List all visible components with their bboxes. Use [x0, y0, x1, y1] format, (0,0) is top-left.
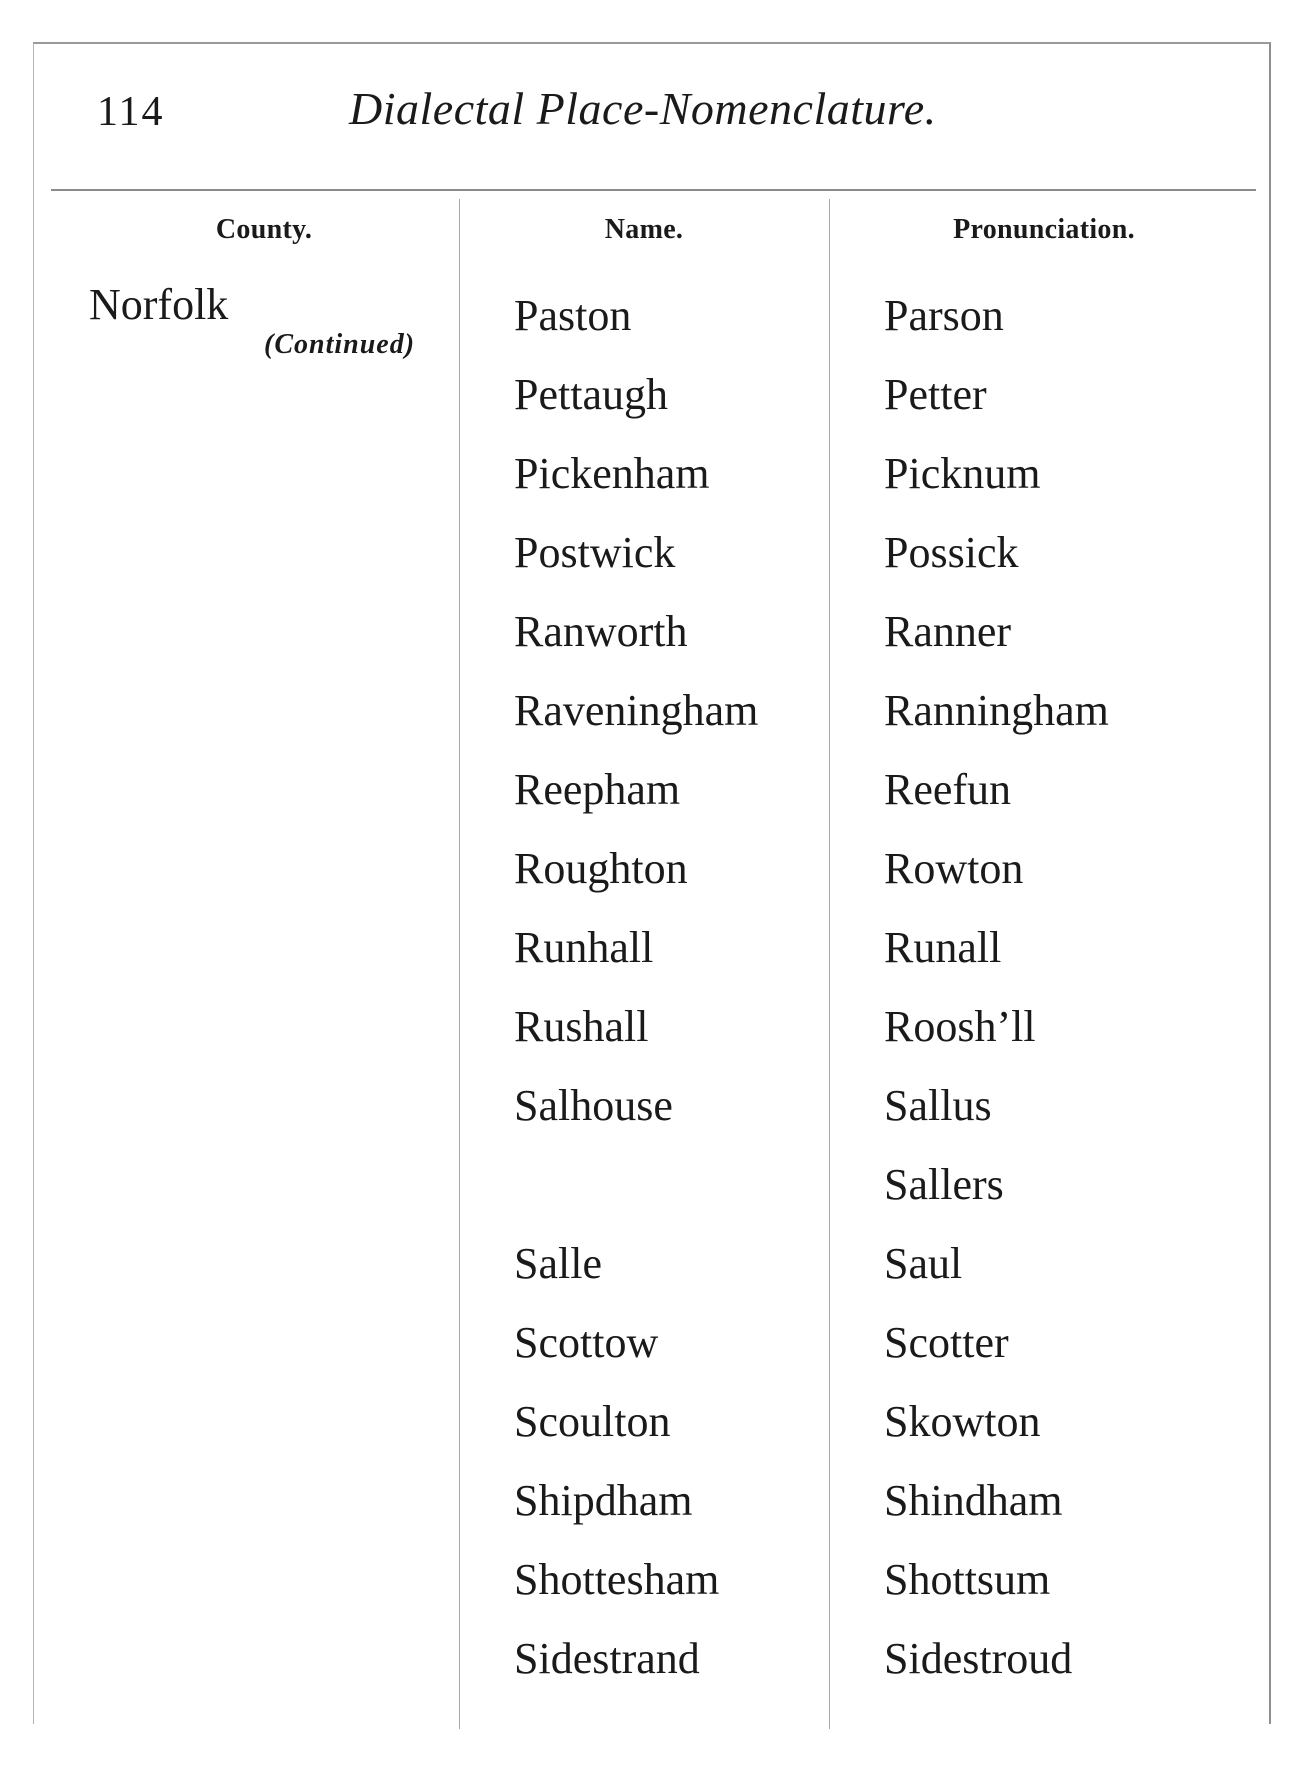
header-rule [51, 189, 1256, 191]
county-column-header: County. [215, 214, 313, 245]
running-title: Dialectal Place-Nomenclature. [349, 83, 937, 134]
place-pronunciation: Reefun [884, 765, 1012, 814]
place-name: Salle [514, 1239, 602, 1288]
county-continued-note: (Continued) [264, 329, 416, 360]
place-name: Postwick [514, 528, 676, 577]
place-name: Pettaugh [514, 370, 668, 419]
name-column-header: Name. [604, 214, 684, 245]
pronunciation-column-header: Pronunciation. [953, 214, 1135, 245]
place-name: Rushall [514, 1002, 649, 1051]
place-pronunciation: Runall [884, 923, 1002, 972]
place-pronunciation: Shottsum [884, 1555, 1051, 1604]
place-name: Runhall [514, 923, 654, 972]
place-pronunciation: Rowton [884, 844, 1024, 893]
place-pronunciation: Petter [884, 370, 987, 419]
page-number: 114 [97, 89, 165, 135]
place-pronunciation: Shindham [884, 1476, 1063, 1525]
place-name: Scoulton [514, 1397, 671, 1446]
place-pronunciation: Roosh’ll [884, 1002, 1036, 1051]
page-header [34, 44, 1269, 189]
place-name: Reepham [514, 765, 681, 814]
place-name: Raveningham [514, 686, 759, 735]
place-pronunciation: Sidestroud [884, 1634, 1073, 1683]
place-name: Pickenham [514, 449, 710, 498]
place-pronunciation: Parson [884, 291, 1004, 340]
place-pronunciation: Ranningham [884, 686, 1109, 735]
place-pronunciation: Sallus [884, 1081, 992, 1130]
place-name: Shipdham [514, 1476, 693, 1525]
place-name: Ranworth [514, 607, 688, 656]
place-pronunciation: Skowton [884, 1397, 1041, 1446]
county-name: Norfolk [89, 280, 229, 329]
place-name: Salhouse [514, 1081, 673, 1130]
place-pronunciation: Ranner [884, 607, 1012, 656]
place-name: Roughton [514, 844, 688, 893]
place-name: Shottesham [514, 1555, 720, 1604]
place-name: Scottow [514, 1318, 659, 1367]
place-pronunciation: Picknum [884, 449, 1041, 498]
place-pronunciation: Saul [884, 1239, 963, 1288]
place-pronunciation: Possick [884, 528, 1019, 577]
place-name: Paston [514, 291, 632, 340]
place-pronunciation: Scotter [884, 1318, 1009, 1367]
place-pronunciation: Sallers [884, 1160, 1004, 1209]
place-name: Sidestrand [514, 1634, 700, 1683]
column-divider [829, 199, 830, 1729]
column-divider [459, 199, 460, 1729]
page-frame [33, 42, 1271, 1724]
